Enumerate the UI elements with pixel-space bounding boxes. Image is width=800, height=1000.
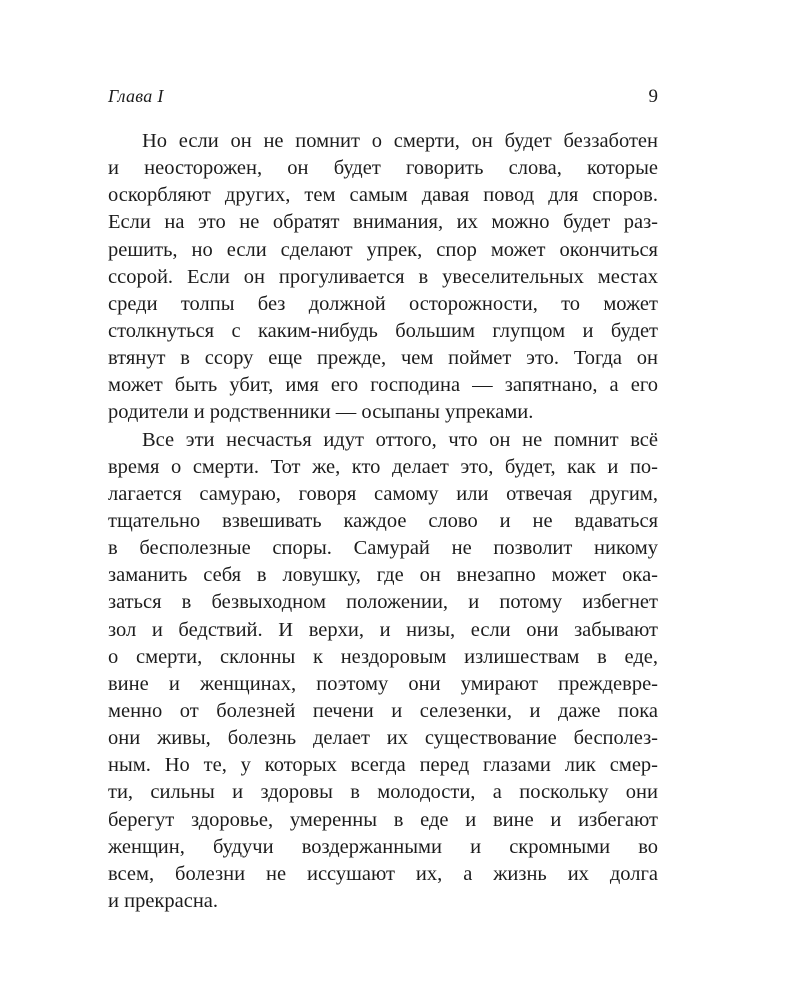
text-line: заманить себя в ловушку, где он внезапно может ока- [108, 564, 658, 587]
text-line: ти, сильны и здоровы в молодости, а поскольку они [108, 781, 658, 804]
text-line: заться в безвыходном положении, и потому избегнет [108, 591, 658, 614]
text-line: ным. Но те, у которых всегда перед глазами лик смер- [108, 754, 658, 777]
text-line: Но если он не помнит о смерти, он будет беззаботен [142, 130, 658, 152]
text-line: время о смерти. Тот же, кто делает это, будет, как и по- [108, 455, 658, 478]
text-line: среди толпы без должной осторожности, то может [108, 292, 658, 315]
text-line: Все эти несчастья идут оттого, что он не помнит всё [142, 428, 658, 451]
text-line: в бесполезные споры. Самурай не позволит никому [108, 537, 658, 560]
text-line: они живы, болезнь делает их существование бесполез- [108, 727, 658, 750]
paragraph-2 [108, 427, 658, 916]
text-line: втянут в ссору еще прежде, чем поймет это. Тогда он [108, 347, 658, 370]
text-line: вине и женщинах, поэтому они умирают преждевре- [108, 672, 658, 695]
text-line: всем, болезни не иссушают их, а жизнь их долга [108, 862, 658, 885]
text-line: зол и бедствий. И верхи, и низы, если они забывают [108, 618, 658, 641]
text-line: может быть убит, имя его господина — запятнано, а его [108, 374, 658, 397]
text-line: менно от болезней печени и селезенки, и даже пока [108, 699, 658, 722]
chapter-title: Глава I [108, 86, 164, 106]
text-line: и неосторожен, он будет говорить слова, которые [108, 157, 658, 180]
text-line: лагается самураю, говоря самому или отвечая другим, [108, 482, 658, 505]
text-line: ссорой. Если он прогуливается в увеселительных местах [108, 265, 658, 288]
text-line: женщин, будучи воздержанными и скромными во [108, 835, 658, 858]
text-line: оскорбляют других, тем самым давая повод для споров. [108, 184, 658, 207]
text-line: столкнуться с каким-нибудь большим глупцом и будет [108, 319, 658, 342]
text-line: берегут здоровье, умеренны в еде и вине и избегают [108, 808, 658, 831]
text-line: о смерти, склонны к нездоровым излишествам в еде, [108, 645, 658, 668]
paragraph-1 [108, 128, 658, 427]
text-line: родители и родственники — осыпаны упреками. [108, 401, 534, 424]
body-text [108, 128, 658, 915]
page-number: 9 [648, 86, 658, 107]
text-line: тщательно взвешивать каждое слово и не вдаваться [108, 509, 658, 532]
text-line: Если на это не обратят внимания, их можно будет раз- [108, 211, 658, 234]
text-line: решить, но если сделают упрек, спор может окончиться [108, 238, 658, 261]
running-head [108, 86, 658, 110]
text-line: и прекрасна. [108, 889, 219, 912]
